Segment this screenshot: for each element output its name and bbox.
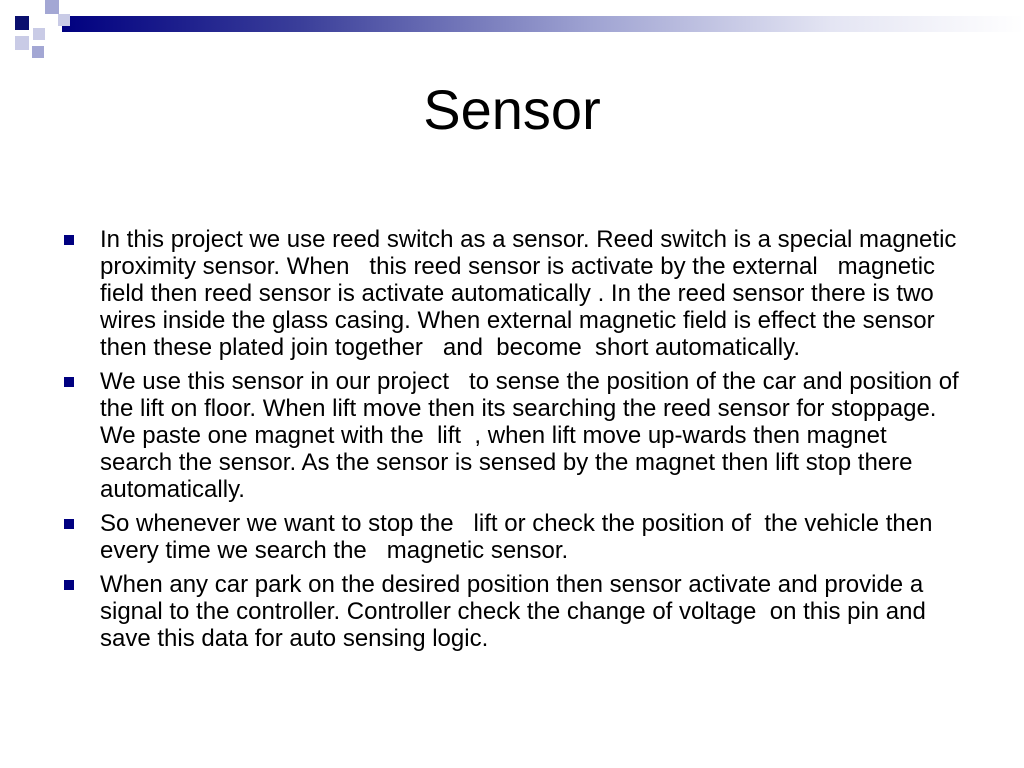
decor-square: [32, 46, 44, 58]
bullet-text: We use this sensor in our project to sense the position of the car and position of the lift on floor. When lift move then its searching the reed sensor for stoppage. We paste one magnet with the lift , when lift move up-wards then magnet search the sensor. As the sensor is sensed by the magnet then lift stop there automatically.: [100, 368, 966, 503]
decor-square: [58, 14, 70, 26]
decor-square: [33, 28, 45, 40]
bullet-item: [62, 226, 962, 361]
bullet-item: [62, 368, 966, 503]
decor-square: [15, 36, 29, 50]
square-bullet-icon: [64, 519, 74, 529]
decor-square: [45, 0, 59, 14]
square-bullet-icon: [64, 377, 74, 387]
square-bullet-icon: [64, 580, 74, 590]
bullet-text: In this project we use reed switch as a sensor. Reed switch is a special magnetic proximity sensor. When this reed sensor is activate by the external magnetic field then reed sensor is activate automatically . In the reed sensor there is two wires inside the glass casing. When external magnetic field is effect the sensor then these plated join together and become short automatically.: [100, 226, 964, 361]
header-decoration: [0, 0, 1024, 70]
decor-square: [15, 16, 29, 30]
bullet-item: [62, 571, 962, 652]
bullet-item: [62, 510, 962, 564]
slide-title: Sensor: [423, 78, 601, 141]
bullet-list: [62, 226, 966, 659]
square-bullet-icon: [64, 235, 74, 245]
bullet-text: When any car park on the desired position then sensor activate and provide a signal to the controller. Controller check the change of voltage on this pin and save this data for auto sensing logic.: [100, 571, 953, 652]
decor-gradient-bar: [62, 16, 1024, 32]
bullet-text: So whenever we want to stop the lift or check the position of the vehicle then every time we search the magnetic sensor.: [100, 510, 946, 564]
